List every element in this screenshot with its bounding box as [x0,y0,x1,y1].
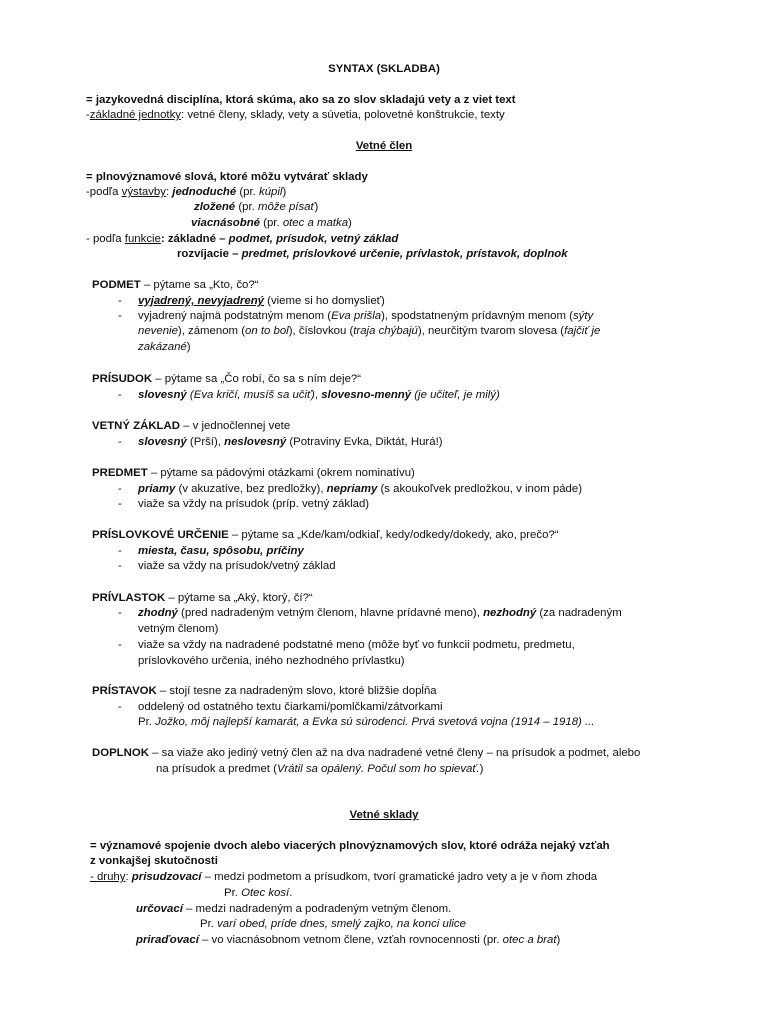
podmet-bullet-2-cont: nevenie), zámenom (on to bol), číslovkou (traja chýbajú), neurčitým tvarom slovesa (fajčiť je [138,325,601,337]
podmet-bullet-2-end: zakázané) [138,341,191,353]
rozvijacie-line: rozvíjacie – predmet, príslovkové určenie, prívlastok, prístavok, doplnok [177,248,568,260]
privlastok-bullet-2-cont: príslovkového určenia, iného nezhodného prívlastku) [138,655,405,667]
section-heading-clen: Vetné člen [355,140,413,152]
bullet-marker: - [118,389,122,401]
bullet-marker: - [118,498,122,510]
pristavok-example: Pr. Jožko, môj najlepší kamarát, a Evka sú súrodenci. Prvá svetová vojna (1914 – 1918) ... [138,716,595,728]
bullet-marker: - [118,701,122,713]
doplnok-heading-cont: na prísudok a predmet (Vrátil sa opálený. Počul som ho spievať.) [156,763,484,775]
zaklad-bullet-1: slovesný (Prší), neslovesný (Potraviny Evka, Diktát, Hurá!) [138,436,443,448]
zaklad-heading: VETNÝ ZÁKLAD – v jednočlennej vete [92,420,291,432]
basic-units-label: základné jednotky [89,109,181,121]
pristavok-bullet-1: oddelený od ostatného textu čiarkami/pomlčkami/zátvorkami [138,701,443,713]
privlastok-bullet-2: viaže sa vždy na nadradené podstatné meno (môže byť vo funkcii podmetu, predmetu, [138,639,575,651]
predmet-bullet-2: viaže sa vždy na prísudok (príp. vetný základ) [138,498,370,510]
zlozene-line: zložené (pr. môže písať) [194,201,319,213]
clen-definition: = plnovýznamové slová, ktoré môžu vytvárať sklady [86,171,368,183]
druhy-line: - druhy: prisudzovací – medzi podmetom a prísudkom, tvorí gramatické jadro vety a je v ňom zhoda [90,871,598,883]
podmet-bullet-1: vyjadrený, nevyjadrený (vieme si ho domyslieť) [138,295,385,307]
bullet-marker: - [118,310,122,322]
bullet-marker: - [118,607,122,619]
prisudok-bullet-1: slovesný (Eva kričí, musíš sa učiť), slovesno-menný (je učiteľ, je milý) [138,389,500,401]
vystavby-line: -podľa výstavby: jednoduché (pr. kúpil) [86,186,287,198]
bullet-marker: - [118,483,122,495]
viacnasobne-line: viacnásobné (pr. otec a matka) [191,217,352,229]
funkcie-line: - podľa funkcie: základné – podmet, prísudok, vetný základ [86,233,399,245]
section-heading-sklady: Vetné sklady [349,809,419,821]
bullet-marker: - [118,639,122,651]
prisudok-heading: PRÍSUDOK – pýtame sa „Čo robí, čo sa s ním deje?“ [92,373,362,385]
podmet-heading: PODMET – pýtame sa „Kto, čo?“ [92,279,259,291]
urcenie-bullet-2: viaže sa vždy na prísudok/vetný základ [138,560,336,572]
urcenie-bullet-1: miesta, času, spôsobu, príčiny [138,545,304,557]
predmet-heading: PREDMET – pýtame sa pádovými otázkami (okrem nominatívu) [92,467,415,479]
bullet-marker: - [118,436,122,448]
pris-example: Pr. Otec kosí. [224,887,293,899]
sklady-definition: = významové spojenie dvoch alebo viacerých plnovýznamových slov, ktoré odráža nejaký vzťah [90,840,610,852]
bullet-marker: - [118,560,122,572]
bullet-marker: - [118,295,122,307]
prir-line: priraďovací – vo viacnásobnom vetnom člene, vzťah rovnocennosti (pr. otec a brat) [136,934,561,946]
page-title: SYNTAX (SKLADBA) [328,63,440,75]
urcenie-heading: PRÍSLOVKOVÉ URČENIE – pýtame sa „Kde/kam/odkiaľ, kedy/odkedy/dokedy, ako, prečo?“ [92,529,559,541]
podmet-bullet-2: vyjadrený najmä podstatným menom (Eva prišla), spodstatneným prídavným menom (sýty [138,310,594,322]
pristavok-heading: PRÍSTAVOK – stojí tesne za nadradeným slovo, ktoré bližšie dopĺňa [92,685,437,697]
urc-example: Pr. varí obed, príde dnes, smelý zajko, na konci ulice [200,918,466,930]
privlastok-bullet-1: zhodný (pred nadradeným vetným členom, hlavne prídavné meno), nezhodný (za nadradeným [138,607,622,619]
predmet-bullet-1: priamy (v akuzatíve, bez predložky), nepriamy (s akoukoľvek predložkou, v inom páde) [138,483,582,495]
privlastok-bullet-1-cont: vetným členom) [138,623,219,635]
urc-line: určovací – medzi nadradeným a podradeným vetným členom. [136,903,452,915]
syntax-definition: = jazykovedná disciplína, ktorá skúma, ako sa zo slov skladajú vety a z viet text [86,94,516,106]
bullet-marker: - [118,545,122,557]
privlastok-heading: PRÍVLASTOK – pýtame sa „Aký, ktorý, čí?“ [92,592,313,604]
sklady-definition-cont: z vonkajšej skutočnosti [90,855,218,867]
doplnok-heading: DOPLNOK – sa viaže ako jediný vetný člen až na dva nadradené vetné členy – na prísudok a podmet, alebo [92,747,641,759]
basic-units-line: -základné jednotky: vetné členy, sklady, vety a súvetia, polovetné konštrukcie, texty [86,109,505,121]
